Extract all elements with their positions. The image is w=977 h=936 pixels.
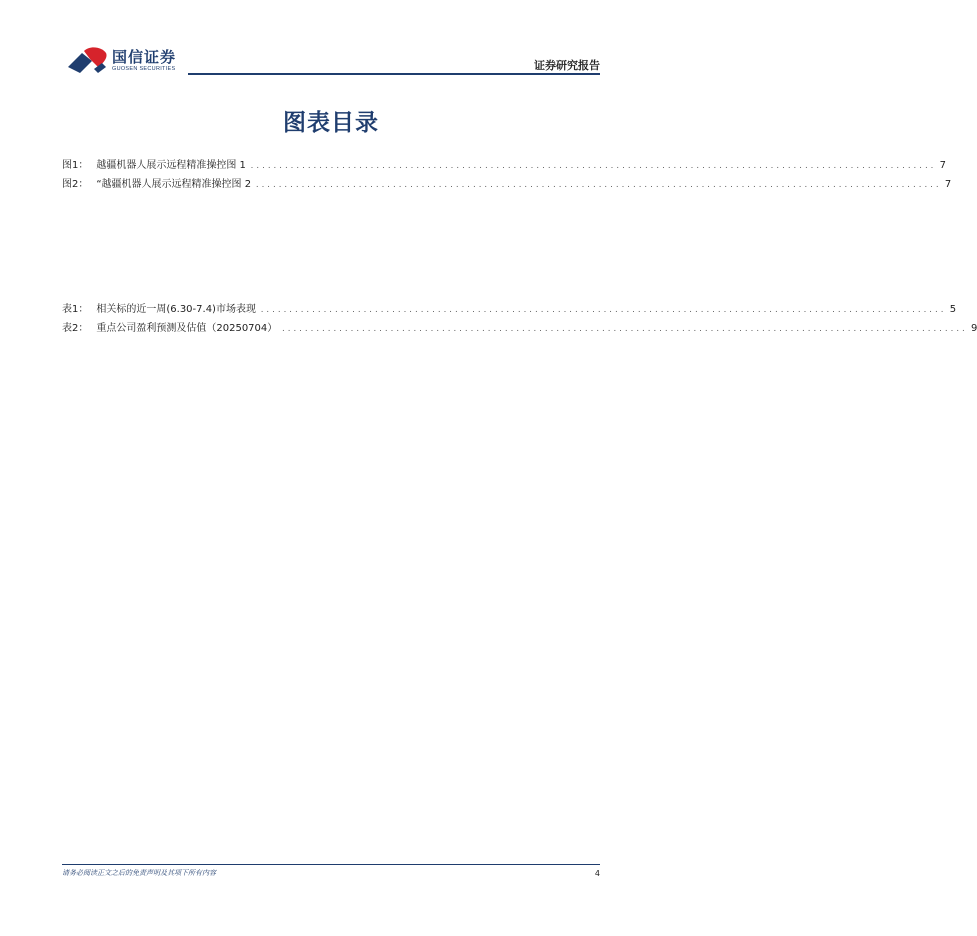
leader-dots: ........................................................................................................................ [249,162,936,170]
brand-name-cn: 国信证券 [112,48,177,66]
figure-entry[interactable] [62,156,947,175]
report-type: 证券研究报告 [534,59,600,72]
entry-title: 相关标的近一周(6.30-7.4)市场表现 [96,304,256,315]
footer-divider [62,864,600,865]
figure-list [62,156,952,194]
page-header [0,0,662,80]
entry-title: “越疆机器人展示远程精准操控图 2 [96,179,252,190]
leader-dots: ........................................................................................................................ [255,181,941,189]
table-list [62,300,977,338]
entry-page: 9 [971,323,977,334]
entry-page: 7 [939,160,947,171]
guosen-logo-icon [66,45,110,77]
table-entry[interactable] [62,300,957,319]
entry-label: 图2： [62,179,89,190]
leader-dots: ........................................................................................................................ [259,306,946,314]
entry-label: 图1： [62,160,89,171]
entry-label: 表2： [62,323,89,334]
page-title: 图表目录 [283,110,379,136]
page-number: 4 [594,869,600,878]
table-entry[interactable] [62,319,977,338]
figure-entry[interactable] [62,175,952,194]
entry-page: 5 [949,304,957,315]
company-logo [66,45,186,77]
header-divider [188,73,600,75]
entry-label: 表1： [62,304,89,315]
entry-title: 重点公司盈利预测及估值（20250704） [96,323,278,334]
entry-title: 越疆机器人展示远程精准操控图 1 [96,160,246,171]
entry-page: 7 [944,179,952,190]
disclaimer-text: 请务必阅读正文之后的免责声明及其项下所有内容 [62,869,216,877]
leader-dots: ........................................................................................................................ [281,325,968,333]
brand-name-en: GUOSEN SECURITIES [112,66,176,72]
